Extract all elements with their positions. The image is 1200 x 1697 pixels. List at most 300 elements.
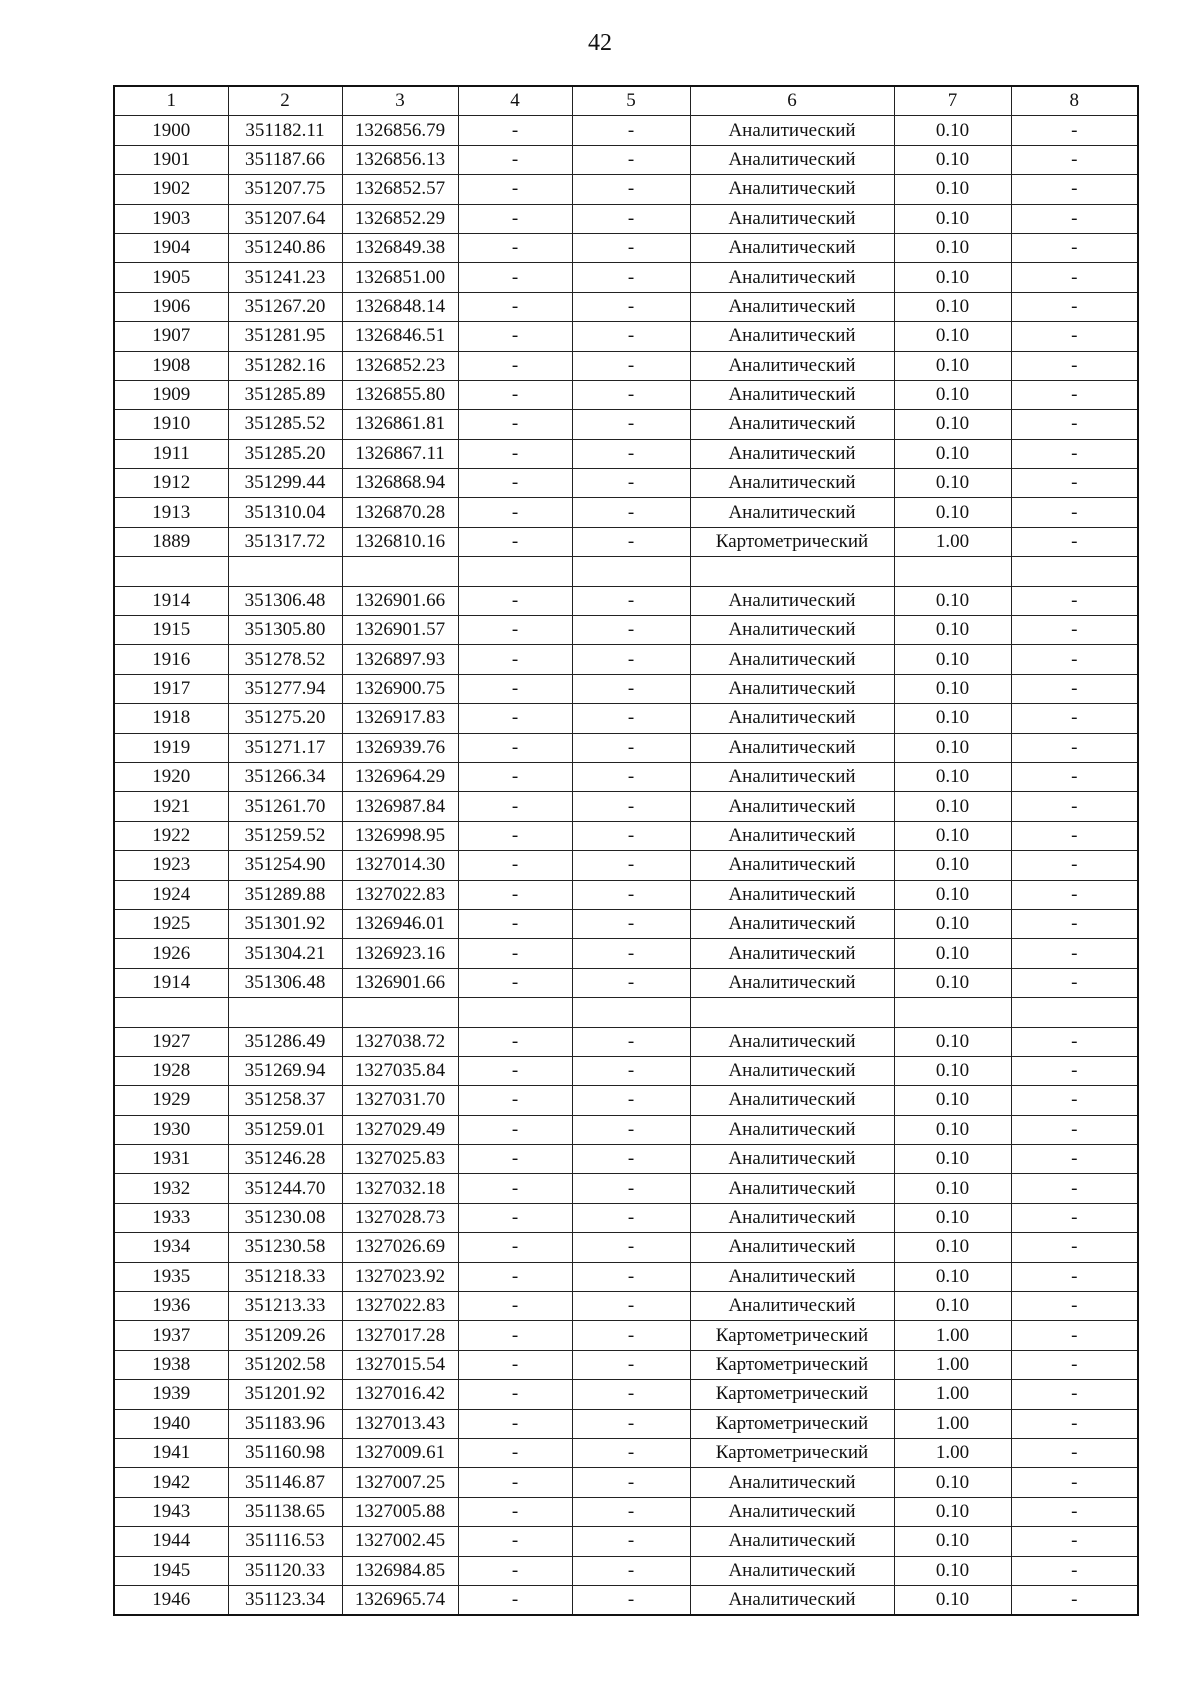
table-cell-col-2: 351289.88	[228, 880, 342, 909]
table-cell-col-1: 1923	[114, 851, 228, 880]
table-cell-col-3: 1326923.16	[342, 939, 458, 968]
table-cell-col-4: -	[458, 1321, 572, 1350]
table-cell-col-8: -	[1011, 880, 1138, 909]
table-cell-col-7: 0.10	[894, 1086, 1011, 1115]
table-cell-col-8: -	[1011, 733, 1138, 762]
table-cell-col-7: 0.10	[894, 469, 1011, 498]
table-cell-col-1: 1920	[114, 762, 228, 791]
table-cell-col-4: -	[458, 1115, 572, 1144]
table-row	[114, 410, 1138, 439]
table-cell-col-4: -	[458, 351, 572, 380]
table-cell-col-3: 1327007.25	[342, 1468, 458, 1497]
table-cell-col-2: 351269.94	[228, 1056, 342, 1085]
table-cell-col-6: Аналитический	[690, 821, 894, 850]
table-cell-col-2: 351160.98	[228, 1438, 342, 1467]
table-cell-col-2: 351310.04	[228, 498, 342, 527]
table-row	[114, 1585, 1138, 1615]
table-cell-col-6: Картометрический	[690, 1380, 894, 1409]
table-cell-col-8	[1011, 998, 1138, 1027]
table-row	[114, 909, 1138, 938]
table-cell-col-7	[894, 998, 1011, 1027]
table-cell-col-5: -	[572, 263, 690, 292]
table-cell-col-1: 1905	[114, 263, 228, 292]
table-cell-col-6: Аналитический	[690, 1262, 894, 1291]
table-cell-col-1: 1928	[114, 1056, 228, 1085]
table-cell-col-3: 1327013.43	[342, 1409, 458, 1438]
table-cell-col-7: 0.10	[894, 851, 1011, 880]
table-cell-col-5: -	[572, 968, 690, 997]
table-cell-col-1: 1945	[114, 1556, 228, 1585]
table-cell-col-7: 0.10	[894, 263, 1011, 292]
table-cell-col-8: -	[1011, 1115, 1138, 1144]
table-cell-col-4: -	[458, 1380, 572, 1409]
table-cell-col-4: -	[458, 645, 572, 674]
table-cell-col-1: 1902	[114, 175, 228, 204]
table-cell-col-1: 1944	[114, 1527, 228, 1556]
table-cell-col-1: 1933	[114, 1203, 228, 1232]
table-cell-col-5: -	[572, 645, 690, 674]
table-cell-col-5: -	[572, 1056, 690, 1085]
table-cell-col-5: -	[572, 762, 690, 791]
table-cell-col-7: 0.10	[894, 733, 1011, 762]
table-cell-col-7: 0.10	[894, 204, 1011, 233]
table-cell-col-5: -	[572, 292, 690, 321]
table-cell-col-7: 0.10	[894, 116, 1011, 145]
table-cell-col-8: -	[1011, 116, 1138, 145]
table-cell-col-2: 351209.26	[228, 1321, 342, 1350]
table-cell-col-5: -	[572, 1556, 690, 1585]
table-cell-col-8: -	[1011, 410, 1138, 439]
table-cell-col-3: 1327016.42	[342, 1380, 458, 1409]
column-header-5: 5	[572, 86, 690, 116]
table-header-row	[114, 86, 1138, 116]
table-cell-col-2: 351201.92	[228, 1380, 342, 1409]
table-cell-col-5: -	[572, 1145, 690, 1174]
table-cell-col-1: 1910	[114, 410, 228, 439]
table-cell-col-5	[572, 998, 690, 1027]
table-cell-col-1: 1922	[114, 821, 228, 850]
table-cell-col-4: -	[458, 880, 572, 909]
table-cell-col-1: 1931	[114, 1145, 228, 1174]
table-cell-col-4: -	[458, 968, 572, 997]
table-cell-col-1: 1904	[114, 233, 228, 262]
table-cell-col-5: -	[572, 175, 690, 204]
table-cell-col-6: Аналитический	[690, 1527, 894, 1556]
table-cell-col-2: 351116.53	[228, 1527, 342, 1556]
table-cell-col-7: 0.10	[894, 439, 1011, 468]
table-cell-col-8: -	[1011, 704, 1138, 733]
table-cell-col-1: 1940	[114, 1409, 228, 1438]
table-cell-col-2: 351259.01	[228, 1115, 342, 1144]
table-cell-col-4: -	[458, 175, 572, 204]
table-cell-col-3: 1326856.13	[342, 145, 458, 174]
table-cell-col-7: 0.10	[894, 292, 1011, 321]
table-cell-col-6: Аналитический	[690, 1115, 894, 1144]
table-row	[114, 175, 1138, 204]
table-cell-col-8: -	[1011, 851, 1138, 880]
table-cell-col-5: -	[572, 821, 690, 850]
table-cell-col-7: 0.10	[894, 1027, 1011, 1056]
table-row	[114, 469, 1138, 498]
table-cell-col-4: -	[458, 939, 572, 968]
table-cell-col-8: -	[1011, 674, 1138, 703]
table-cell-col-2: 351213.33	[228, 1292, 342, 1321]
table-cell-col-6	[690, 998, 894, 1027]
table-cell-col-2: 351146.87	[228, 1468, 342, 1497]
table-cell-col-6: Аналитический	[690, 1056, 894, 1085]
table-cell-col-8: -	[1011, 909, 1138, 938]
table-cell-col-2: 351207.75	[228, 175, 342, 204]
table-cell-col-4: -	[458, 1262, 572, 1291]
table-cell-col-5: -	[572, 851, 690, 880]
table-cell-col-6: Аналитический	[690, 1203, 894, 1232]
table-cell-col-2: 351138.65	[228, 1497, 342, 1526]
table-cell-col-3: 1326984.85	[342, 1556, 458, 1585]
table-cell-col-4: -	[458, 498, 572, 527]
table-cell-col-4: -	[458, 792, 572, 821]
table-cell-col-2: 351301.92	[228, 909, 342, 938]
table-cell-col-6: Аналитический	[690, 704, 894, 733]
table-cell-col-5: -	[572, 1585, 690, 1615]
table-cell-col-2: 351230.08	[228, 1203, 342, 1232]
table-cell-col-3: 1327009.61	[342, 1438, 458, 1467]
table-cell-col-7: 0.10	[894, 616, 1011, 645]
table-row	[114, 1056, 1138, 1085]
table-row	[114, 1438, 1138, 1467]
table-cell-col-7: 1.00	[894, 527, 1011, 556]
table-cell-col-8: -	[1011, 1262, 1138, 1291]
table-cell-col-6: Аналитический	[690, 263, 894, 292]
table-row	[114, 1086, 1138, 1115]
table-cell-col-1: 1925	[114, 909, 228, 938]
table-cell-col-5: -	[572, 1438, 690, 1467]
table-cell-col-2: 351267.20	[228, 292, 342, 321]
table-row	[114, 704, 1138, 733]
table-cell-col-7: 0.10	[894, 645, 1011, 674]
table-cell-col-3: 1326897.93	[342, 645, 458, 674]
table-row	[114, 1321, 1138, 1350]
table-cell-col-6: Картометрический	[690, 527, 894, 556]
table-cell-col-1: 1939	[114, 1380, 228, 1409]
table-row	[114, 1556, 1138, 1585]
table-cell-col-5: -	[572, 1380, 690, 1409]
table-cell-col-3: 1327023.92	[342, 1262, 458, 1291]
table-cell-col-2: 351218.33	[228, 1262, 342, 1291]
table-cell-col-3: 1327015.54	[342, 1350, 458, 1379]
table-cell-col-5: -	[572, 1086, 690, 1115]
table-cell-col-5: -	[572, 380, 690, 409]
table-row	[114, 263, 1138, 292]
table-row	[114, 968, 1138, 997]
table-cell-col-8	[1011, 557, 1138, 586]
table-cell-col-2: 351275.20	[228, 704, 342, 733]
table-cell-col-8: -	[1011, 1380, 1138, 1409]
table-cell-col-4: -	[458, 1585, 572, 1615]
table-row	[114, 233, 1138, 262]
column-header-2: 2	[228, 86, 342, 116]
table-cell-col-6: Картометрический	[690, 1438, 894, 1467]
table-cell-col-6: Аналитический	[690, 233, 894, 262]
table-cell-col-4: -	[458, 292, 572, 321]
table-cell-col-1: 1924	[114, 880, 228, 909]
table-cell-col-2: 351187.66	[228, 145, 342, 174]
table-cell-col-1: 1942	[114, 1468, 228, 1497]
table-cell-col-8: -	[1011, 645, 1138, 674]
table-cell-col-2: 351271.17	[228, 733, 342, 762]
table-cell-col-6: Аналитический	[690, 586, 894, 615]
table-cell-col-6: Аналитический	[690, 175, 894, 204]
table-cell-col-6: Аналитический	[690, 733, 894, 762]
table-cell-col-5	[572, 557, 690, 586]
table-cell-col-7: 0.10	[894, 1056, 1011, 1085]
table-cell-col-4: -	[458, 233, 572, 262]
table-cell-col-7: 0.10	[894, 175, 1011, 204]
table-cell-col-8: -	[1011, 939, 1138, 968]
table-row	[114, 1145, 1138, 1174]
table-cell-col-3: 1326917.83	[342, 704, 458, 733]
table-cell-col-3: 1326939.76	[342, 733, 458, 762]
column-header-6: 6	[690, 86, 894, 116]
table-cell-col-5: -	[572, 1233, 690, 1262]
table-cell-col-1: 1917	[114, 674, 228, 703]
table-cell-col-6: Аналитический	[690, 880, 894, 909]
table-cell-col-5: -	[572, 116, 690, 145]
table-cell-col-2: 351299.44	[228, 469, 342, 498]
table-cell-col-2: 351286.49	[228, 1027, 342, 1056]
table-cell-col-5: -	[572, 616, 690, 645]
table-row	[114, 1027, 1138, 1056]
table-cell-col-2: 351285.89	[228, 380, 342, 409]
column-header-8: 8	[1011, 86, 1138, 116]
table-cell-col-5: -	[572, 439, 690, 468]
table-row	[114, 1350, 1138, 1379]
table-cell-col-7: 0.10	[894, 1468, 1011, 1497]
column-header-1: 1	[114, 86, 228, 116]
table-cell-col-1	[114, 998, 228, 1027]
table-row	[114, 116, 1138, 145]
table-cell-col-6: Аналитический	[690, 204, 894, 233]
table-cell-col-5: -	[572, 674, 690, 703]
table-cell-col-5: -	[572, 1027, 690, 1056]
table-cell-col-7: 0.10	[894, 498, 1011, 527]
table-cell-col-4: -	[458, 527, 572, 556]
table-cell-col-7: 0.10	[894, 909, 1011, 938]
table-cell-col-5: -	[572, 498, 690, 527]
table-cell-col-2: 351123.34	[228, 1585, 342, 1615]
table-cell-col-6: Аналитический	[690, 968, 894, 997]
table-cell-col-1: 1914	[114, 586, 228, 615]
table-cell-col-3: 1326852.23	[342, 351, 458, 380]
table-cell-col-8: -	[1011, 762, 1138, 791]
table-cell-col-5: -	[572, 1292, 690, 1321]
table-cell-col-3: 1326998.95	[342, 821, 458, 850]
table-cell-col-7: 1.00	[894, 1321, 1011, 1350]
table-cell-col-2: 351266.34	[228, 762, 342, 791]
table-cell-col-6: Аналитический	[690, 116, 894, 145]
table-row	[114, 1380, 1138, 1409]
table-cell-col-4: -	[458, 1438, 572, 1467]
table-row	[114, 674, 1138, 703]
table-cell-col-2	[228, 557, 342, 586]
table-cell-col-3: 1327022.83	[342, 880, 458, 909]
table-cell-col-7: 0.10	[894, 880, 1011, 909]
table-cell-col-8: -	[1011, 1438, 1138, 1467]
table-cell-col-6: Аналитический	[690, 1292, 894, 1321]
table-row	[114, 439, 1138, 468]
table-cell-col-7	[894, 557, 1011, 586]
table-cell-col-8: -	[1011, 1527, 1138, 1556]
table-cell-col-6: Картометрический	[690, 1409, 894, 1438]
table-cell-col-8: -	[1011, 233, 1138, 262]
table-row	[114, 645, 1138, 674]
table-cell-col-6: Аналитический	[690, 1174, 894, 1203]
table-cell-col-4: -	[458, 1556, 572, 1585]
table-cell-col-8: -	[1011, 1203, 1138, 1232]
table-cell-col-2	[228, 998, 342, 1027]
column-header-3: 3	[342, 86, 458, 116]
table-row	[114, 204, 1138, 233]
table-cell-col-6: Аналитический	[690, 1027, 894, 1056]
column-header-4: 4	[458, 86, 572, 116]
table-cell-col-5: -	[572, 1350, 690, 1379]
table-cell-col-1: 1936	[114, 1292, 228, 1321]
table-cell-col-7: 0.10	[894, 1585, 1011, 1615]
table-cell-col-5: -	[572, 1115, 690, 1144]
table-cell-col-8: -	[1011, 1350, 1138, 1379]
table-cell-col-7: 0.10	[894, 762, 1011, 791]
table-cell-col-4: -	[458, 380, 572, 409]
table-cell-col-8: -	[1011, 1145, 1138, 1174]
table-cell-col-7: 0.10	[894, 674, 1011, 703]
column-header-7: 7	[894, 86, 1011, 116]
table-cell-col-8: -	[1011, 292, 1138, 321]
table-cell-col-5: -	[572, 880, 690, 909]
table-cell-col-1: 1915	[114, 616, 228, 645]
table-cell-col-3: 1327014.30	[342, 851, 458, 880]
table-cell-col-4: -	[458, 909, 572, 938]
table-cell-col-3: 1326851.00	[342, 263, 458, 292]
table-cell-col-8: -	[1011, 469, 1138, 498]
table-cell-col-3: 1327035.84	[342, 1056, 458, 1085]
table-cell-col-7: 0.10	[894, 351, 1011, 380]
table-cell-col-1: 1921	[114, 792, 228, 821]
table-row	[114, 939, 1138, 968]
table-cell-col-1: 1908	[114, 351, 228, 380]
table-cell-col-5: -	[572, 909, 690, 938]
table-cell-col-6: Аналитический	[690, 851, 894, 880]
table-row	[114, 998, 1138, 1027]
table-cell-col-8: -	[1011, 1174, 1138, 1203]
table-cell-col-8: -	[1011, 322, 1138, 351]
table-cell-col-7: 0.10	[894, 1233, 1011, 1262]
table-row	[114, 292, 1138, 321]
table-cell-col-8: -	[1011, 175, 1138, 204]
table-cell-col-4: -	[458, 410, 572, 439]
table-cell-col-8: -	[1011, 439, 1138, 468]
table-cell-col-7: 0.10	[894, 939, 1011, 968]
table-cell-col-7: 0.10	[894, 380, 1011, 409]
table-cell-col-7: 0.10	[894, 1556, 1011, 1585]
table-cell-col-3: 1327028.73	[342, 1203, 458, 1232]
table-cell-col-1	[114, 557, 228, 586]
table-cell-col-2: 351254.90	[228, 851, 342, 880]
table-cell-col-5: -	[572, 1527, 690, 1556]
table-cell-col-8: -	[1011, 616, 1138, 645]
table-cell-col-7: 0.10	[894, 1497, 1011, 1526]
table-cell-col-4: -	[458, 704, 572, 733]
table-cell-col-7: 0.10	[894, 1527, 1011, 1556]
table-row	[114, 1115, 1138, 1144]
table-cell-col-7: 0.10	[894, 968, 1011, 997]
table-row	[114, 380, 1138, 409]
table-cell-col-6	[690, 557, 894, 586]
table-row	[114, 821, 1138, 850]
table-cell-col-1: 1927	[114, 1027, 228, 1056]
table-cell-col-2: 351278.52	[228, 645, 342, 674]
table-cell-col-2: 351258.37	[228, 1086, 342, 1115]
table-cell-col-2: 351317.72	[228, 527, 342, 556]
table-cell-col-5: -	[572, 1203, 690, 1232]
table-row	[114, 1203, 1138, 1232]
table-cell-col-1: 1900	[114, 116, 228, 145]
table-cell-col-1: 1912	[114, 469, 228, 498]
table-cell-col-8: -	[1011, 527, 1138, 556]
table-cell-col-1: 1943	[114, 1497, 228, 1526]
table-cell-col-5: -	[572, 704, 690, 733]
table-cell-col-5: -	[572, 351, 690, 380]
table-cell-col-2: 351285.52	[228, 410, 342, 439]
table-cell-col-7: 1.00	[894, 1350, 1011, 1379]
table-cell-col-7: 0.10	[894, 704, 1011, 733]
table-cell-col-1: 1907	[114, 322, 228, 351]
table-cell-col-5: -	[572, 1174, 690, 1203]
table-cell-col-7: 0.10	[894, 322, 1011, 351]
table-cell-col-4: -	[458, 851, 572, 880]
table-row	[114, 1409, 1138, 1438]
table-cell-col-2: 351305.80	[228, 616, 342, 645]
table-cell-col-4: -	[458, 586, 572, 615]
table-cell-col-2: 351277.94	[228, 674, 342, 703]
table-cell-col-4: -	[458, 1145, 572, 1174]
table-cell-col-8: -	[1011, 263, 1138, 292]
table-cell-col-3: 1327017.28	[342, 1321, 458, 1350]
table-cell-col-8: -	[1011, 821, 1138, 850]
table-cell-col-6: Аналитический	[690, 762, 894, 791]
table-cell-col-6: Аналитический	[690, 1585, 894, 1615]
table-cell-col-6: Аналитический	[690, 322, 894, 351]
table-cell-col-7: 1.00	[894, 1409, 1011, 1438]
table-cell-col-7: 0.10	[894, 1292, 1011, 1321]
table-cell-col-5: -	[572, 322, 690, 351]
table-cell-col-4: -	[458, 762, 572, 791]
table-cell-col-8: -	[1011, 1027, 1138, 1056]
table-cell-col-6: Аналитический	[690, 674, 894, 703]
table-cell-col-2: 351259.52	[228, 821, 342, 850]
table-cell-col-1: 1916	[114, 645, 228, 674]
table-cell-col-2: 351244.70	[228, 1174, 342, 1203]
table-cell-col-1: 1909	[114, 380, 228, 409]
table-cell-col-3: 1326901.66	[342, 968, 458, 997]
table-row	[114, 1292, 1138, 1321]
table-cell-col-7: 0.10	[894, 233, 1011, 262]
table-cell-col-3: 1326855.80	[342, 380, 458, 409]
table-cell-col-1: 1919	[114, 733, 228, 762]
table-cell-col-1: 1929	[114, 1086, 228, 1115]
table-row	[114, 557, 1138, 586]
table-cell-col-8: -	[1011, 1233, 1138, 1262]
table-cell-col-7: 0.10	[894, 586, 1011, 615]
table-row	[114, 1174, 1138, 1203]
